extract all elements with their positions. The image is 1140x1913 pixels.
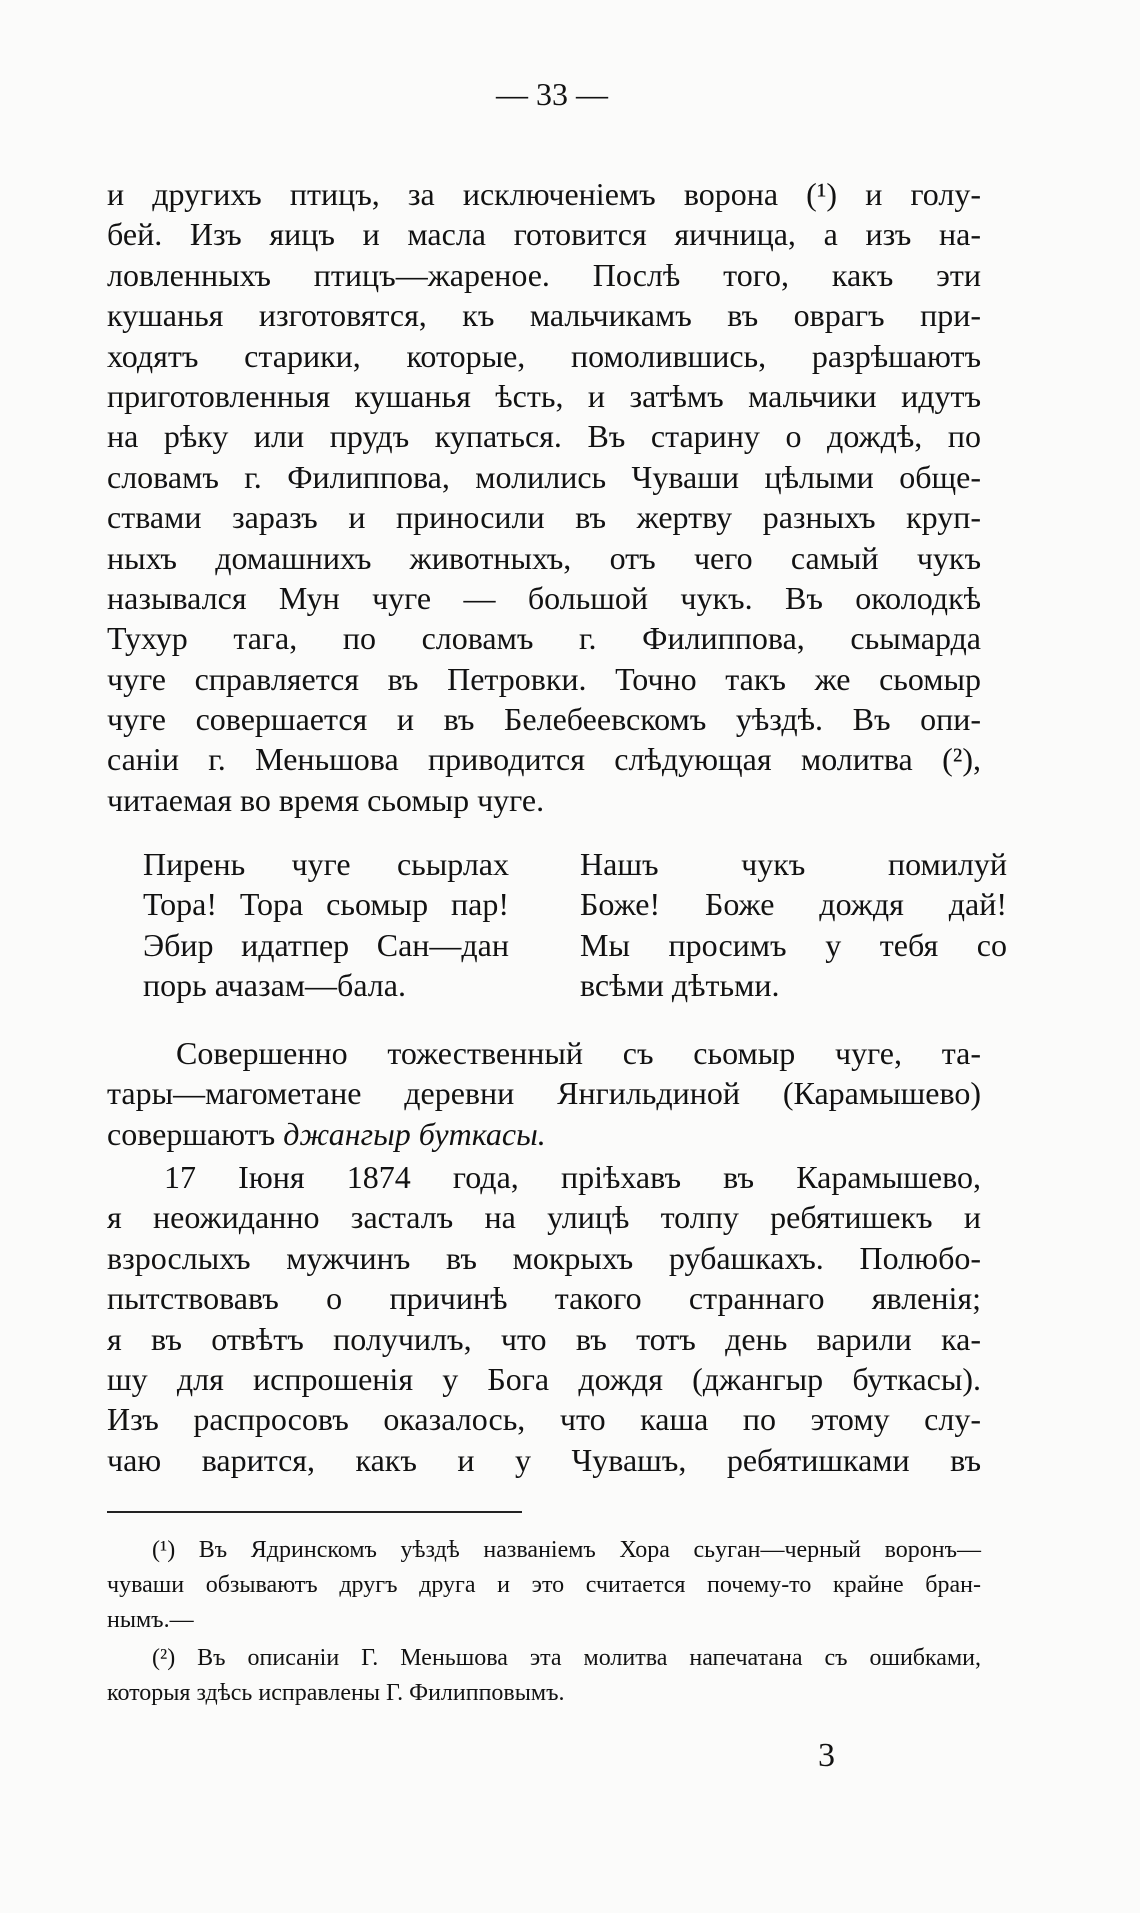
paragraph-2-line: Совершенно тожественный съ сьомыр чуге, та- [176,1035,981,1071]
footnote-divider [107,1511,522,1513]
paragraph-1-line: и другихъ птицъ, за исключеніемъ ворона (¹) и голу- [107,176,981,212]
paragraph-2-text: совершаютъ [107,1115,284,1152]
paragraph-1-line: ловленныхъ птицъ—жареное. Послѣ того, какъ эти [107,256,981,293]
paragraph-1-line: читаемая во время сьомыр чуге. [107,781,545,818]
paragraph-1-line: Тухур тага, по словамъ г. Филиппова, сьымарда [107,620,981,657]
paragraph-2 [107,1033,981,1154]
poem-chuvash-line: Тора! Тора сьомыр пар! [143,886,509,923]
poem-chuvash-line: порь ачазам—бала. [143,967,406,1004]
signature-mark: 3 [818,1737,835,1774]
paragraph-1-line: ныхъ домашнихъ животныхъ, отъ чего самый чукъ [107,539,981,576]
paragraph-1-line: на рѣку или прудъ купаться. Въ старину о дождѣ, по [107,418,981,455]
paragraph-3-line: 17 Іюня 1874 года, пріѣхавъ въ Карамышево, [164,1159,981,1195]
paragraph-1-line: назывался Мун чуге — большой чукъ. Въ околодкѣ [107,579,981,616]
paragraph-1-line: приготовленныя кушанья ѣсть, и затѣмъ мальчики идутъ [107,377,981,414]
footnote-line: (¹) Въ Ядринскомъ уѣздѣ названіемъ Хора сьуган—черный воронъ— [152,1537,981,1563]
paragraph-3-line: чаю варится, какъ и у Чувашъ, ребятишками въ [107,1441,981,1478]
paragraph-3-line: взрослыхъ мужчинъ въ мокрыхъ рубашкахъ. Полюбо- [107,1239,981,1276]
poem-chuvash-column [143,844,509,1006]
paragraph-3-line: шу для испрошенія у Бога дождя (джангыр буткасы). [107,1360,981,1397]
paragraph-1-line: чуге совершается и въ Белебеевскомъ уѣздѣ. Въ опи- [107,701,981,738]
footnote-line: нымъ.— [107,1607,194,1633]
poem-russian-line: Нашъ чукъ помилуй [580,846,1007,882]
poem-russian-line: Боже! Боже дождя дай! [580,886,1007,923]
footnote-line: которыя здѣсь исправлены Г. Филипповымъ. [107,1680,565,1706]
poem-chuvash-line: Эбир идатпер Сан—дан [143,926,509,963]
paragraph-3-line: пытствовавъ о причинѣ такого страннаго явленія; [107,1280,981,1317]
poem-chuvash-line: Пирень чуге сьырлах [143,846,509,882]
paragraph-1 [107,174,981,820]
footnote-line: (²) Въ описаніи Г. Меньшова эта молитва напечатана съ ошибками, [152,1645,981,1671]
paragraph-1-line: саніи г. Меньшова приводится слѣдующая молитва (²), [107,741,981,778]
italic-term: джангыр буткасы. [283,1115,546,1152]
paragraph-1-line: ствами заразъ и приносили въ жертву разныхъ круп- [107,499,981,536]
paragraph-2-line [107,1114,981,1154]
poem-russian-line: всѣми дѣтьми. [580,967,780,1004]
page-number: — 33 — [496,76,608,112]
paragraph-1-line: кушанья изготовятся, къ мальчикамъ въ оврагъ при- [107,297,981,334]
poem-russian-line: Мы просимъ у тебя со [580,926,1007,963]
paragraph-2-line: тары—магометане деревни Янгильдиной (Карамышево) [107,1075,981,1112]
poem-russian-column [580,844,1007,1006]
paragraph-1-line: чуге справляется въ Петровки. Точно такъ же сьомыр [107,660,981,697]
footnote-1 [107,1533,981,1638]
paragraph-1-line: словамъ г. Филиппова, молились Чуваши цѣлыми обще- [107,458,981,495]
footnote-line: чуваши обзываютъ другъ друга и это считается почему-то крайне бран- [107,1572,981,1598]
paragraph-3-line: я неожиданно засталъ на улицѣ толпу ребятишекъ и [107,1199,981,1236]
paragraph-3-line: Изъ распросовъ оказалось, что каша по этому слу- [107,1401,981,1438]
paragraph-3-line: я въ отвѣтъ получилъ, что въ тотъ день варили ка- [107,1320,981,1357]
paragraph-1-line: ходятъ старики, которые, помолившись, разрѣшаютъ [107,337,981,374]
footnote-2 [107,1641,981,1711]
paragraph-3 [107,1157,981,1480]
paragraph-1-line: бей. Изъ яицъ и масла готовится яичница, а изъ на- [107,216,981,253]
